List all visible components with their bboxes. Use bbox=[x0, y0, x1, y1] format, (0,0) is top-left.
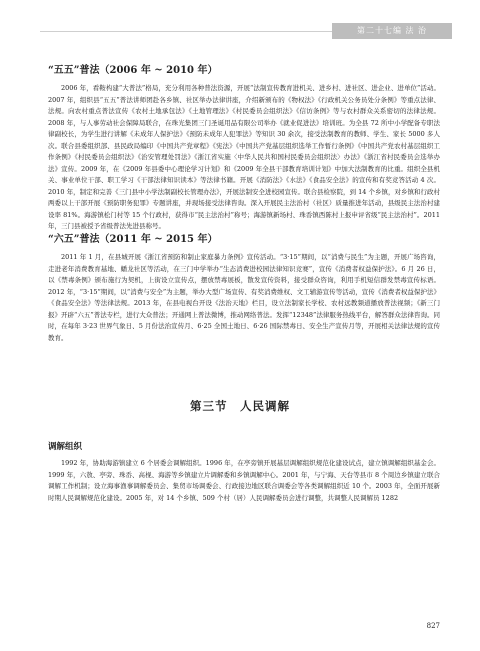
section-liuwu bbox=[48, 233, 440, 344]
chapter-title: 第三节 人民调解 bbox=[190, 399, 290, 413]
section-heading-mediation-org: 调解组织 bbox=[48, 442, 83, 452]
paragraph-liuwu: 2011 年 1 月，在县城开展《浙江省预防和制止家庭暴力条例》宣传活动。“3·15”期间，以“消费与民生”为主题，开展广场咨询，走进老年消费教育基地、蟠龙社区等活动，在三门中学举办“生态消费进校园法律知识竞赛”，宣传《消费者权益保护法》。6 月 26 日，以《禁毒条例》颁布施行为契机，上街设立宣传点，摆放禁毒展板，散发宣传资料，接受群众咨询，利用手机短信群发禁毒宣传标语。2012 年，“3·15”期间，以“消费与安全”为主题，举办大型广场宣传、有奖消费维权、文工辅游宣传等活动，宣传《消费者权益保护法》《食品安全法》等法律法规。2013 年，在县电视台开设《法治天地》栏目，设立法制家长学校、农村远教频道播放普法视频；《新三门报》开辟“六五”普法专栏，进行大众普法；开通网上普法微博，推动网络普法。发挥“12348”法律服务热线平台，解答群众法律咨询。同时，在每年 3·23 世界气象日、5 月份法治宣传月、6·25 全国土地日、6·26 国际禁毒日、安全生产宣传月等，开展相关法律法规的宣传教育。 bbox=[48, 253, 440, 342]
paragraph-wuwu: 2006 年，看鞍构建“大普法”格局，充分利用各种普法资源，开展“法制宣传教育进机关、进乡村、进社区、进企业、进单位”活动。2007 年，组织县“五五”普法讲师团赴各乡镇、社区举办法律讲座，介绍新颁布的《物权法》《行政机关公务员处分条例》等重点法律、法规。向农村重点普法宣传《农村土地承包法》《土地管理法》《村民委员会组织法》《信访条例》等与农村群众关系密切的法律法规。2008 年，与人事劳动社会保障局联合，在珠光集团三门圣诞用品有限公司举办《就业促进法》培训班。为全县 72 所中小学配备专职法律副校长，为学生进行讲解《未成年人保护法》《预防未成年人犯罪法》等知识 30 余次，接受法制教育的教师、学生、家长 5000 多人次。联合县委组织部、县民政局编印《中国共产党章程》《宪法》《中国共产党基层组织选举工作暂行条例》《中国共产党农村基层组织工作条例》《村民委员会组织法》《治安管理处罚法》《浙江省实施〈中华人民共和国村民委员会组织法〉办法》《浙江省村民委员会选举办法》宣传。2009 年，在《2009 年县委中心理论学习计划》和《2009 年全县干部教育培训计划》中加大法制教育的比重。组织全县机关、事业单位干部、职工学习《干部法律知识读本》等法律书籍。开展《消防法》《水法》《食品安全法》的宣传和有奖竞答活动 4 次。2010 年，制定和完善《三门县中小学法制副校长管理办法》，开展法制安全进校园宣传。联合县检察院，到 14 个乡镇，对乡镇和行政村两委以上干部开展《预防职务犯罪》专题讲座，并现场接受法律咨询。深入开展民主法治村（社区）质量推进年活动，县级民主法治村建设率 81%。海游镇松门村等 15 个行政村，获得市“民主法治村”称号；海游镇新场村、珠岙镇西陈村上报申评省级“民主法治村”。2011 年，三门县被授予省级普法先进县称号。 bbox=[48, 84, 440, 230]
section-heading-liuwu: “六五”普法（2011 年 ~ 2015 年） bbox=[48, 234, 218, 245]
section-wuwu bbox=[48, 64, 440, 233]
header-part-tab: 第二十七编 法 治 bbox=[332, 23, 452, 39]
paragraph-mediation-org: 1992 年，协助海游镇建立 6 个居委会调解组织。1996 年，在亭旁镇开展基层调解组织规范化建设试点，建立镇调解组织基金会。1999 年，六敖、亭旁、珠岙、高枧、海游等乡镇建立片调解委和乡镇调解中心。2001 年，与宁海、天台等县市 8 个周边乡镇建立联合调解工作机制；设立海事渔事调解委员会、集贸市场调委会、行政接边地区联合调委会等各类调解组织近 10 个。2003 年，全面开展新时期人民调解规范化建设。2005 年，对 14 个乡镇、509 个村（居）人民调解委员会进行调整，共调整人民调解员 1282 bbox=[48, 459, 440, 502]
page-number: 827 bbox=[426, 622, 440, 630]
section-heading-wuwu: “五五”普法（2006 年 ~ 2010 年） bbox=[48, 65, 218, 76]
section-mediation-org bbox=[48, 440, 440, 504]
